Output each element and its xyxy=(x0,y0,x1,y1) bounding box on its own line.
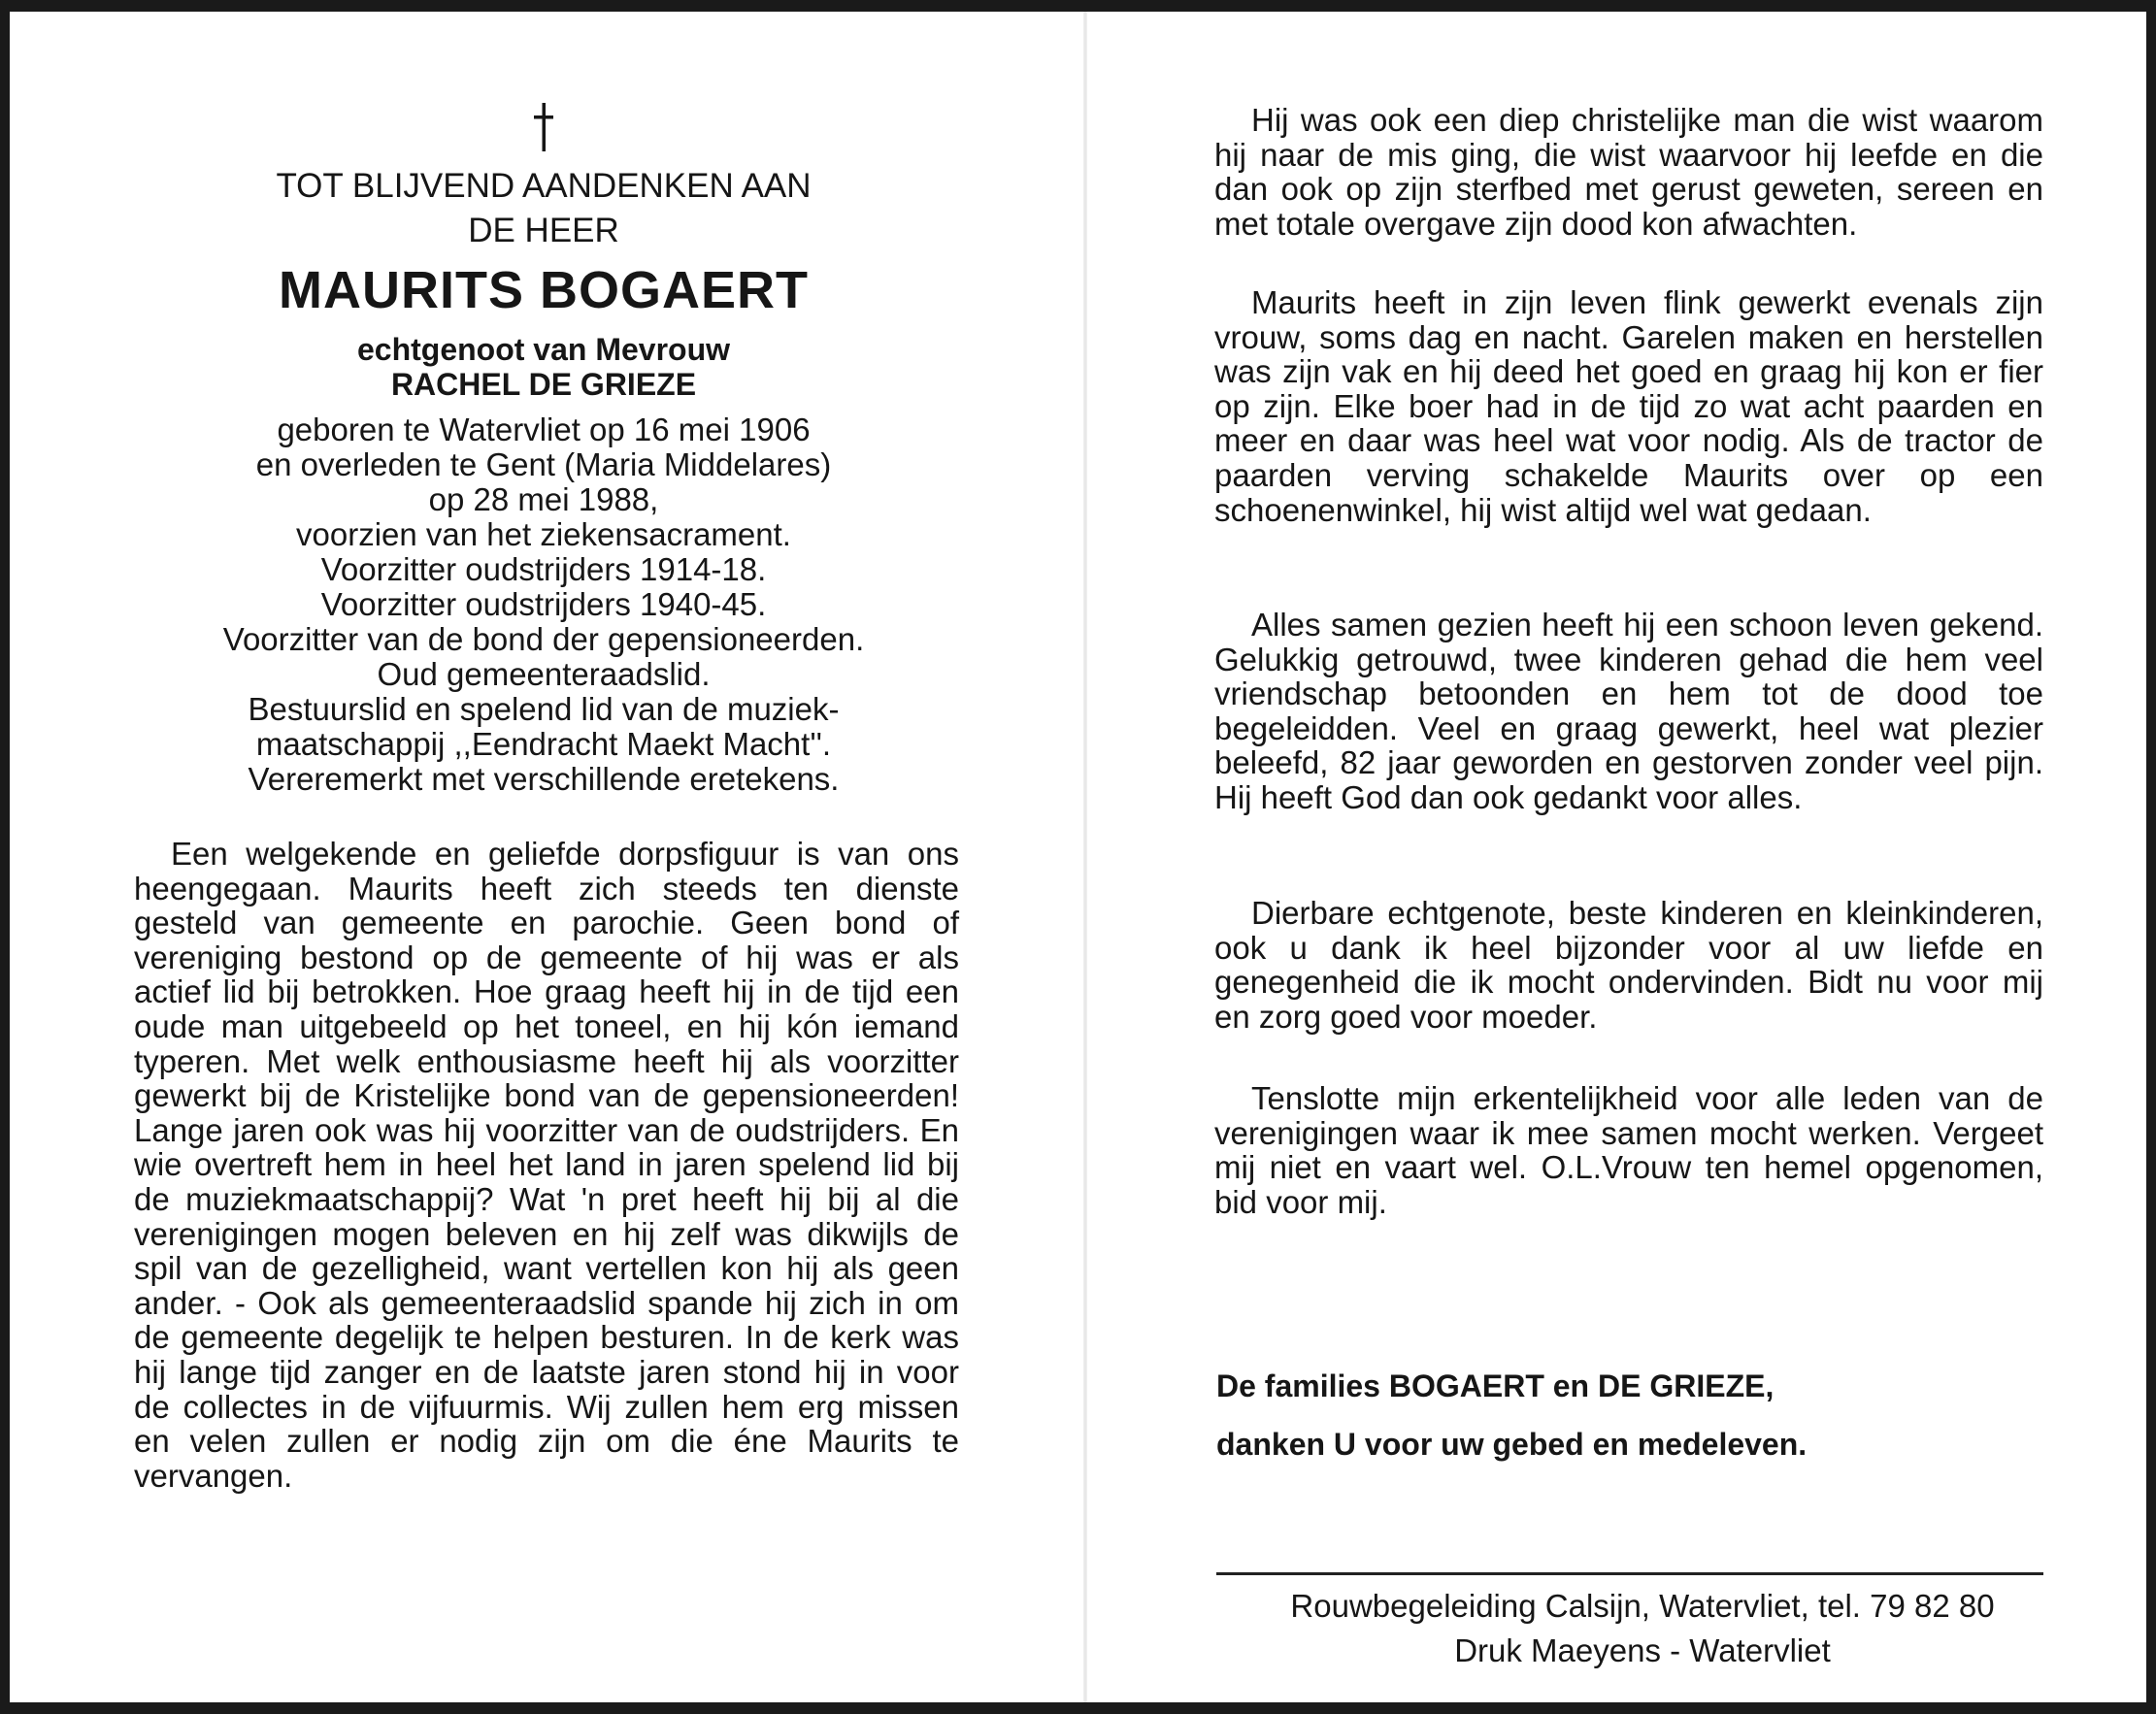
header-line-1: TOT BLIJVEND AANDENKEN AAN xyxy=(276,167,812,205)
funeral-home-line: Rouwbegeleiding Calsijn, Watervliet, tel. 79 82 80 xyxy=(1290,1588,1995,1624)
printer-line: Druk Maeyens - Watervliet xyxy=(1454,1632,1831,1668)
biography-details xyxy=(136,412,951,797)
detail-line: voorzien van het ziekensacrament. xyxy=(296,516,791,552)
right-paragraph-2 xyxy=(1214,285,2043,527)
detail-line: Oud gemeenteraadslid. xyxy=(377,656,711,692)
cross-icon xyxy=(534,103,553,151)
detail-line: Vereremerkt met verschillende eretekens. xyxy=(248,761,840,797)
paragraph-text: Maurits heeft in zijn leven flink gewerkt evenals zijn vrouw, soms dag en nacht. Garelen maken en herstellen was zijn vak en hij deed het goed en graag hij kon er fier op zijn. Elke boer had in de tijd zo wat acht paarden en meer en daar was heel wat voor nodig. Als de tractor de paarden verving schakelde Maurits over op een schoenenwinkel, hij wist altijd wel wat gedaan. xyxy=(1214,284,2043,528)
right-paragraph-1 xyxy=(1214,103,2043,241)
detail-line: maatschappij ,,Eendracht Maekt Macht''. xyxy=(255,726,832,762)
scan-border-top xyxy=(0,0,2156,12)
thanks-line-2: danken U voor uw gebed en medeleven. xyxy=(1216,1427,1808,1462)
right-paragraph-5 xyxy=(1214,1081,2043,1219)
detail-line: en overleden te Gent (Maria Middelares) xyxy=(255,446,832,482)
thanks-line-1: De families BOGAERT en DE GRIEZE, xyxy=(1216,1368,1775,1403)
scan-border-bottom xyxy=(0,1702,2156,1714)
right-paragraph-4 xyxy=(1214,896,2043,1034)
paragraph-text: Dierbare echtgenote, beste kinderen en kleinkinderen, ook u dank ik heel bijzonder voor al uw liefde en genegenheid die ik mocht ondervinden. Bidt nu voor mij en zorg goed voor moeder. xyxy=(1214,895,2043,1035)
detail-line: Voorzitter oudstrijders 1940-45. xyxy=(320,586,767,622)
card-fold-line xyxy=(1083,12,1087,1702)
detail-line: Bestuurslid en spelend lid van de muziek- xyxy=(248,691,840,727)
tribute-paragraph xyxy=(134,837,959,1493)
tribute-text: Een welgekende en geliefde dorpsfiguur is van ons heengegaan. Maurits heeft zich steeds ten dienste gesteld van gemeente en parochie. Geen bond of vereniging bestond op de gemeente of hij was er als actief lid bij betrokken. Hoe graag heeft hij in de tijd een oude man uitgebeeld op het toneel, en hij kón iemand typeren. Met welk enthousiasme heeft hij als voorzitter gewerkt bij de Kristelijke bond van de gepensioneerden! Lange jaren ook was hij voorzitter van de oudstrijders. En wie overtreft hem in heel het land in jaren spelend lid bij de muziekmaatschappij? Wat 'n pret heeft hij bij al die verenigingen mogen beleven en hij zelf was dikwijls de spil van de gezelligheid, want vertellen kon hij als geen ander. - Ook als gemeenteraadslid spande hij zich in om de gemeente degelijk te helpen besturen. In de kerk was hij lange tijd zanger en de laatste jaren stond hij in voor de collectes in de vijfuurmis. Wij zullen hem erg missen en velen zullen er nodig zijn om die éne Maurits te vervangen. xyxy=(134,836,959,1494)
detail-line: Voorzitter van de bond der gepensioneerden. xyxy=(222,621,865,657)
paragraph-text: Hij was ook een diep christelijke man die wist waarom hij naar de mis ging, die wist waarvoor hij leefde en die dan ook op zijn sterfbed met gerust geweten, sereen en met totale overgave zijn dood kon afwachten. xyxy=(1214,102,2043,242)
scan-border-left xyxy=(0,0,10,1714)
paragraph-text: Tenslotte mijn erkentelijkheid voor alle leden van de verenigingen waar ik mee samen mocht werken. Vergeet mij niet en vaart wel. O.L.Vrouw ten hemel opgenomen, bid voor mij. xyxy=(1214,1080,2043,1220)
footer-divider xyxy=(1216,1572,2043,1575)
detail-line: geboren te Watervliet op 16 mei 1906 xyxy=(277,412,811,447)
paragraph-text: Alles samen gezien heeft hij een schoon leven gekend. Gelukkig getrouwd, twee kinderen gehad die hem veel vriendschap betoonden en hem tot de dood toe begeleidden. Veel en graag gewerkt, heel wat plezier beleefd, 82 jaar geworden en gestorven zonder veel pijn. Hij heeft God dan ook gedankt voor alles. xyxy=(1214,607,2043,815)
header-line-2: DE HEER xyxy=(468,212,619,249)
scan-border-right xyxy=(2146,0,2156,1714)
spouse-name: RACHEL DE GRIEZE xyxy=(390,367,697,402)
spouse-line-1: echtgenoot van Mevrouw xyxy=(356,332,731,367)
deceased-name: MAURITS BOGAERT xyxy=(279,261,809,319)
detail-line: Voorzitter oudstrijders 1914-18. xyxy=(320,551,767,587)
right-paragraph-3 xyxy=(1214,608,2043,815)
detail-line: op 28 mei 1988, xyxy=(428,481,659,517)
